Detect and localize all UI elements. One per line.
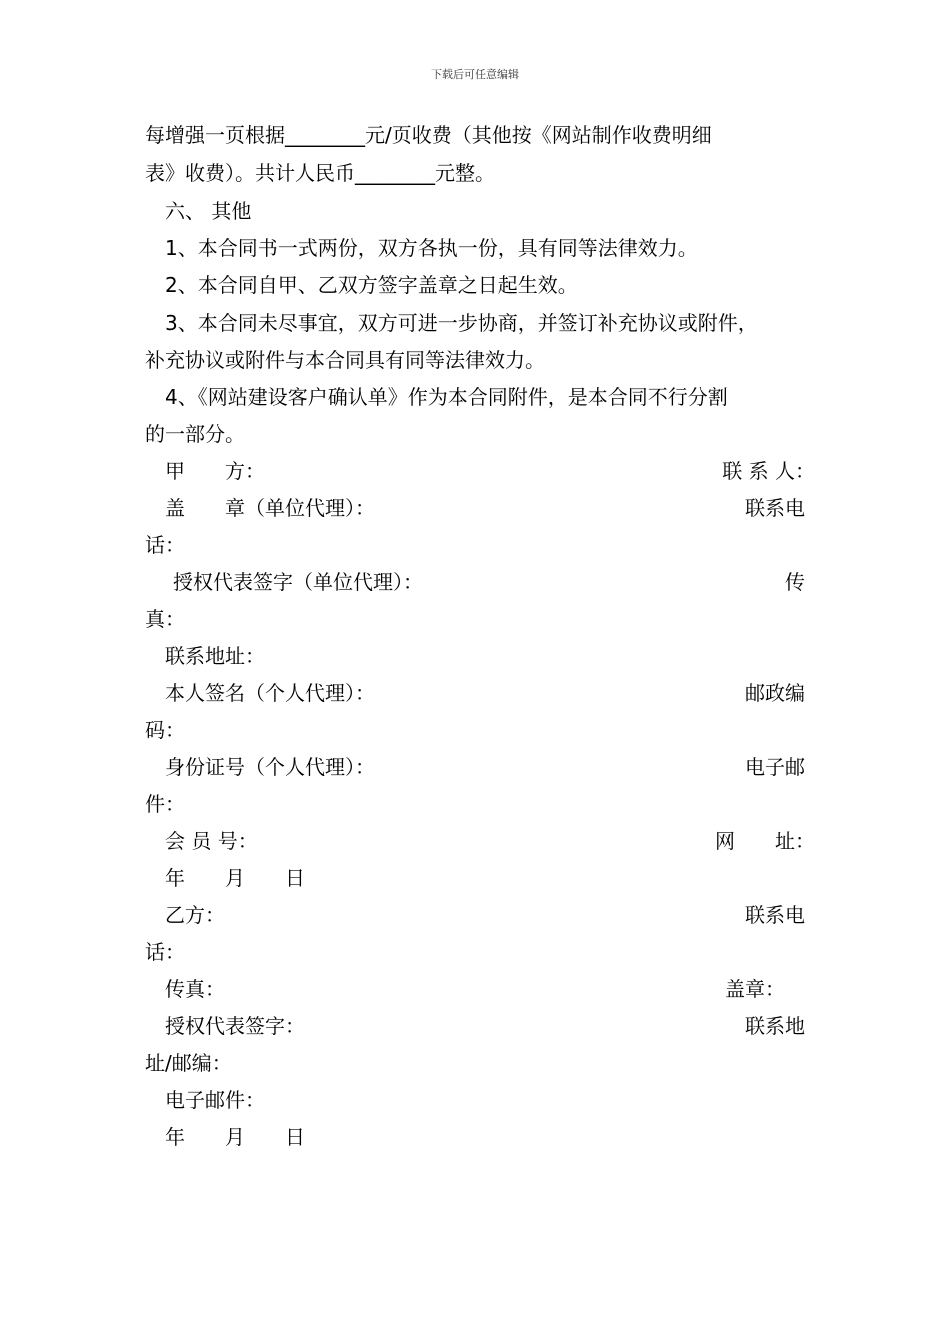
party-a-name-label: 甲 方： — [165, 459, 265, 483]
payment-line-2: 表》收费）。共计人民币________元整。 — [145, 161, 495, 185]
party-a-id-label: 身份证号（个人代理）： — [165, 755, 375, 779]
clause-3-line-1: 3、本合同未尽事宜，双方可进一步协商，并签订补充协议或附件， — [165, 311, 758, 335]
clause-3-line-2: 补充协议或附件与本合同具有同等法律效力。 — [145, 348, 545, 372]
party-a-fax-label-b: 真： — [145, 607, 185, 631]
page-header: 下载后可任意编辑 — [431, 68, 519, 81]
party-a-fax-label-a: 传 — [785, 570, 805, 594]
clause-4-line-1: 4、《网站建设客户确认单》作为本合同附件，是本合同不行分割 — [165, 385, 728, 409]
party-b-address-label-b: 址/邮编： — [145, 1051, 232, 1075]
party-b-fax-label: 传真： — [165, 977, 225, 1001]
party-b-date-label: 年 月 日 — [165, 1125, 305, 1149]
party-a-signature-label: 本人签名（个人代理）： — [165, 681, 375, 705]
section-6-title: 六、 其他 — [165, 199, 252, 223]
party-b-rep-label: 授权代表签字： — [165, 1014, 305, 1038]
party-b-phone-label-a: 联系电 — [745, 903, 805, 927]
party-b-address-label-a: 联系地 — [745, 1014, 805, 1038]
party-a-address-label: 联系地址： — [165, 644, 265, 668]
party-a-rep-label: 授权代表签字（单位代理）： — [173, 570, 423, 594]
party-a-seal-label: 盖 章（单位代理）： — [165, 496, 375, 520]
clause-1: 1、本合同书一式两份，双方各执一份，具有同等法律效力。 — [165, 236, 698, 260]
party-b-phone-label-b: 话： — [145, 940, 185, 964]
party-a-email-label-a: 电子邮 — [745, 755, 805, 779]
clause-2: 2、本合同自甲、乙双方签字盖章之日起生效。 — [165, 273, 578, 297]
party-b-email-label: 电子邮件： — [165, 1088, 265, 1112]
party-a-postcode-label-b: 码： — [145, 718, 185, 742]
party-a-phone-label-a: 联系电 — [745, 496, 805, 520]
clause-4-line-2: 的一部分。 — [145, 422, 245, 446]
party-a-contact-label: 联 系 人： — [722, 459, 815, 483]
party-a-postcode-label-a: 邮政编 — [745, 681, 805, 705]
party-a-website-label: 网 址： — [715, 829, 815, 853]
party-a-email-label-b: 件： — [145, 792, 185, 816]
party-a-phone-label-b: 话： — [145, 533, 185, 557]
party-b-name-label: 乙方： — [165, 903, 225, 927]
payment-line-1: 每增强一页根据________元/页收费（其他按《网站制作收费明细 — [145, 123, 712, 147]
party-a-member-label: 会 员 号： — [165, 829, 258, 853]
party-b-seal-label: 盖章： — [725, 977, 785, 1001]
party-a-date-label: 年 月 日 — [165, 866, 305, 890]
